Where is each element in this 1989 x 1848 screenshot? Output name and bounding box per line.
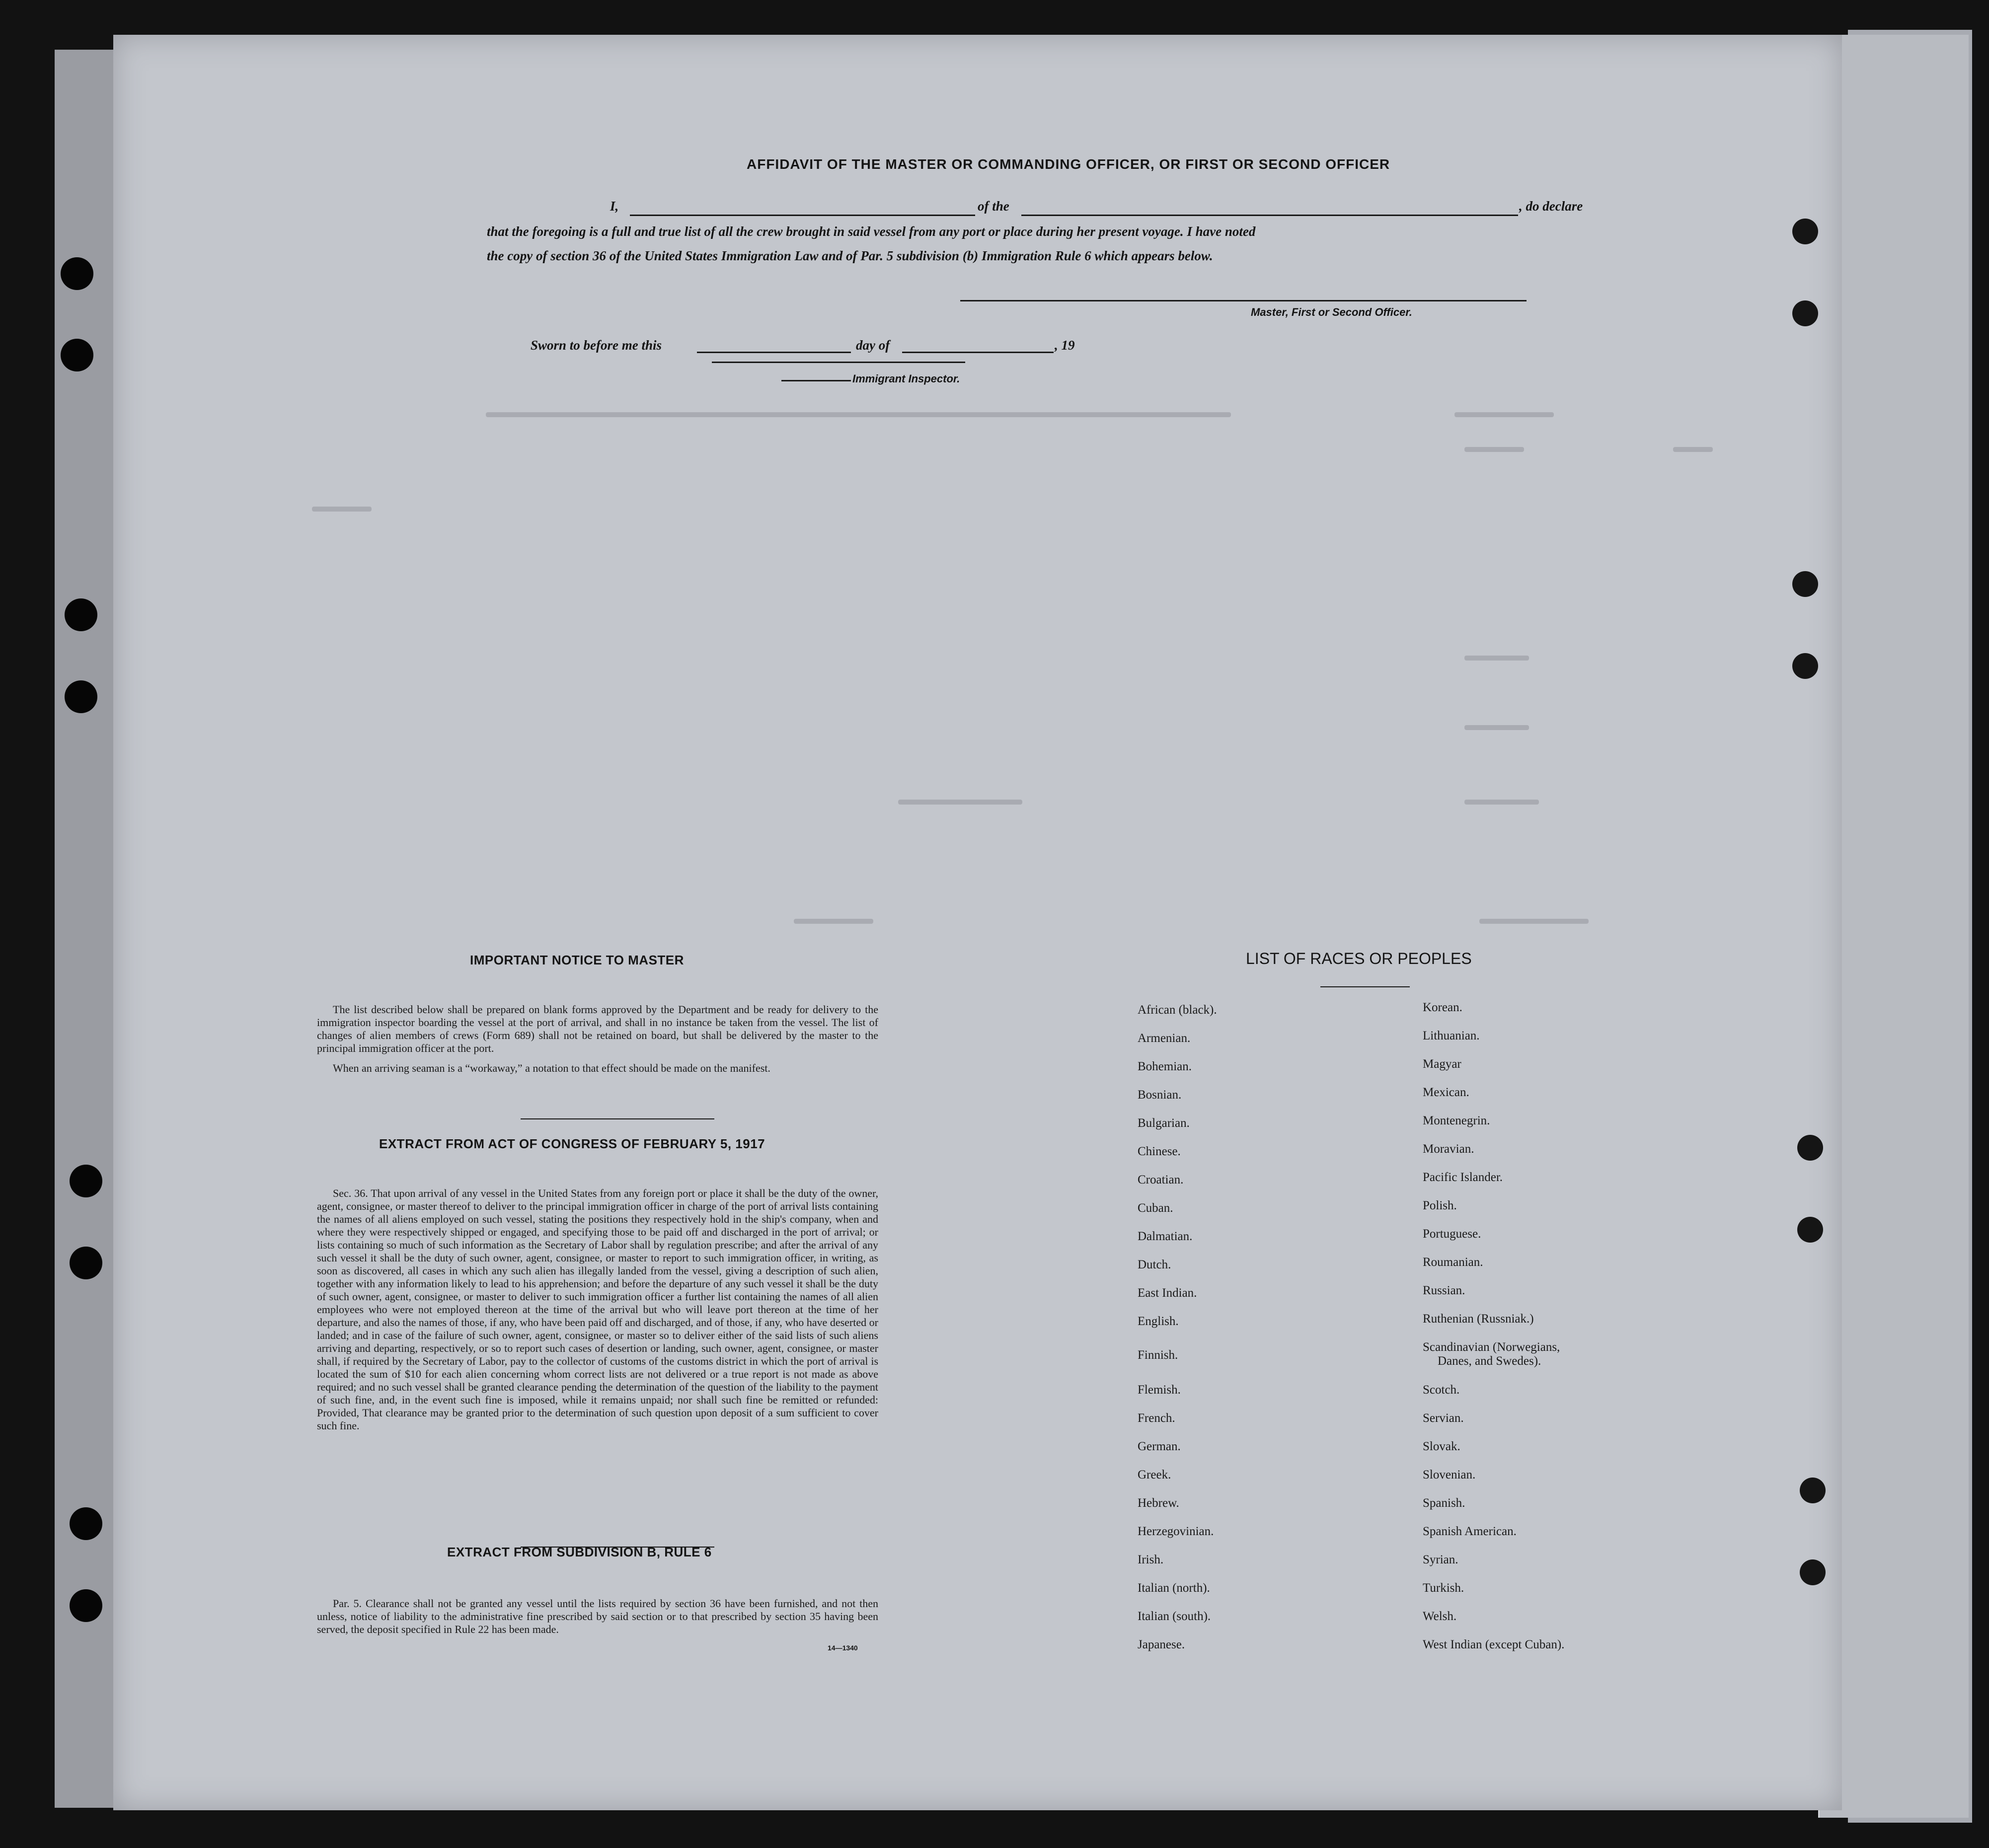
punch-hole — [1797, 1217, 1823, 1243]
race-item: West Indian (except Cuban). — [1423, 1638, 1565, 1651]
affidavit-i-label: I, — [610, 199, 619, 214]
race-item: French. — [1138, 1411, 1175, 1425]
vessel-blank-line — [1021, 215, 1518, 216]
affidavit-of-the-label: of the — [978, 199, 1009, 214]
race-item: Flemish. — [1138, 1383, 1181, 1397]
race-item: Chinese. — [1138, 1145, 1181, 1158]
notice-paragraph-2: When an arriving seaman is a “workaway,” a notation to that effect should be made on the manifest. — [333, 1062, 770, 1074]
notice-body — [317, 1003, 878, 1082]
race-item: Hebrew. — [1138, 1496, 1179, 1510]
race-item: Turkish. — [1423, 1581, 1464, 1595]
race-item: Italian (north). — [1138, 1581, 1210, 1595]
race-item: Scotch. — [1423, 1383, 1460, 1397]
race-item: Moravian. — [1423, 1142, 1474, 1156]
race-item: East Indian. — [1138, 1286, 1197, 1300]
race-item: Welsh. — [1423, 1610, 1457, 1623]
race-item: German. — [1138, 1440, 1181, 1453]
notice-divider — [521, 1118, 714, 1119]
sworn-month-line — [902, 352, 1054, 353]
document-page — [113, 35, 1842, 1810]
left-page-edge — [55, 50, 114, 1808]
race-item: Armenian. — [1138, 1032, 1191, 1045]
act-section-36-text: Sec. 36. That upon arrival of any vessel in the United States from any foreign port or place it shall be the duty of the owner, agent, consignee, or master thereof to deliver to the principal immigration officer in charge of the port of arrival lists containing the names of all aliens employed on such vessel, stating the positions they respectively hold in the ship's company, when and where they were respectively shipped or engaged, and specifying those to be paid off and discharged in the port of arrival; or lists containing so much of such information as the Secretary of Labor shall by regulation prescribe; and after the arrival of any such vessel it shall be the duty of such owner, agent, consignee, or master to report to such immigration officer, in writing, as soon as discovered, all cases in which any such alien has illegally landed from the vessel, giving a description of such alien, together with any information likely to lead to his apprehension; and before the departure of any such vessel it shall be the duty of such owner, agent, consignee, or master to deliver to such immigration officer a further list containing the names of all alien employees who were not employed thereon at the time of the arrival but who will leave port thereon at the time of her departure, and also the names of those, if any, who have been paid off and discharged, and of those, if any, who have deserted or landed; and in case of the failure of such owner, agent, consignee, or master so to deliver either of the said lists of such aliens arriving and departing, respectively, or so to report such cases of desertion or landing, such owner, agent, consignee, or master shall, if required by the Secretary of Labor, pay to the collector of customs of the customs district in which the port of arrival is located the sum of $10 for each alien concerning whom correct lists are not delivered or a true report is not made as above required; and no such vessel shall be granted clearance pending the determination of the question of the liability to the payment of such fine, and, in the event such fine is imposed, while it remains unpaid; nor shall such fine be remitted or refunded: Provided, That clearance may be granted prior to the determination of such question upon deposit of a sum sufficient to cover such fine. — [317, 1187, 878, 1432]
rule-body — [317, 1597, 878, 1643]
punch-hole — [1800, 1478, 1826, 1503]
sworn-day-line — [697, 352, 851, 353]
race-item: Korean. — [1423, 1001, 1462, 1014]
race-item-continuation: Danes, and Swedes). — [1438, 1354, 1541, 1368]
punch-hole — [70, 1165, 102, 1197]
affidavit-line-3: the copy of section 36 of the United States Immigration Law and of Par. 5 subdivision (b) Immigration Rule 6 which appears below. — [487, 248, 1213, 263]
punch-hole — [70, 1507, 102, 1540]
sworn-year: , 19 — [1055, 338, 1075, 353]
affidavit-do-declare: , do declare — [1519, 199, 1583, 214]
race-item: Herzegovinian. — [1138, 1525, 1214, 1538]
punch-hole — [1800, 1559, 1826, 1585]
race-item: Slovenian. — [1423, 1468, 1476, 1481]
form-number: 14—1340 — [828, 1644, 858, 1652]
signature-line — [960, 300, 1527, 301]
punch-hole — [61, 257, 93, 290]
race-item: Dalmatian. — [1138, 1230, 1193, 1243]
races-heading: LIST OF RACES OR PEOPLES — [1246, 950, 1472, 967]
race-item: Dutch. — [1138, 1258, 1171, 1271]
race-item: Servian. — [1423, 1411, 1464, 1425]
inspector-line-short — [781, 380, 851, 381]
race-item: Slovak. — [1423, 1440, 1460, 1453]
punch-hole — [61, 339, 93, 371]
race-item: Scandinavian (Norwegians, — [1423, 1340, 1560, 1354]
race-item: Japanese. — [1138, 1638, 1185, 1651]
race-item: Pacific Islander. — [1423, 1171, 1503, 1184]
punch-hole — [1792, 571, 1818, 597]
affidavit-title: AFFIDAVIT OF THE MASTER OR COMMANDING OFFICER, OR FIRST OR SECOND OFFICER — [747, 156, 1390, 172]
race-item: Spanish. — [1423, 1496, 1465, 1510]
race-item: Greek. — [1138, 1468, 1171, 1481]
sworn-day-of: day of — [856, 338, 890, 353]
race-item: Russian. — [1423, 1284, 1465, 1297]
race-item: Italian (south). — [1138, 1610, 1211, 1623]
punch-hole — [70, 1589, 102, 1622]
race-item: Portuguese. — [1423, 1227, 1481, 1241]
race-item: Mexican. — [1423, 1086, 1469, 1099]
race-item: Spanish American. — [1423, 1525, 1517, 1538]
punch-hole — [1792, 300, 1818, 326]
sworn-prefix: Sworn to before me this — [531, 338, 662, 353]
notice-paragraph-1: The list described below shall be prepared on blank forms approved by the Department and be ready for delivery to the immigration inspector boarding the vessel at the port of arrival, and shall in no instance be taken from the vessel. The list of changes of alien members of crews (Form 689) shall not be retained on board, but shall be delivered by the master to the principal immigration officer at the port. — [317, 1003, 878, 1054]
race-item: Croatian. — [1138, 1173, 1184, 1186]
notice-heading: IMPORTANT NOTICE TO MASTER — [470, 953, 684, 967]
name-blank-line — [630, 215, 975, 216]
race-item: Cuban. — [1138, 1201, 1173, 1215]
race-item: Syrian. — [1423, 1553, 1458, 1566]
inspector-caption: Immigrant Inspector. — [852, 372, 960, 385]
race-item: Bohemian. — [1138, 1060, 1192, 1073]
race-item: Polish. — [1423, 1199, 1457, 1212]
race-item: Lithuanian. — [1423, 1029, 1480, 1042]
punch-hole — [1792, 219, 1818, 244]
race-item: Montenegrin. — [1423, 1114, 1490, 1127]
act-heading: EXTRACT FROM ACT OF CONGRESS OF FEBRUARY 5, 1917 — [379, 1136, 765, 1151]
race-item: Magyar — [1423, 1057, 1461, 1071]
punch-hole — [65, 680, 97, 713]
race-item: African (black). — [1138, 1003, 1217, 1017]
race-item: English. — [1138, 1315, 1179, 1328]
races-divider — [1320, 986, 1410, 987]
inspector-line-top — [712, 362, 965, 363]
rule-heading: EXTRACT FROM SUBDIVISION B, RULE 6 — [447, 1545, 712, 1559]
signature-caption: Master, First or Second Officer. — [1251, 306, 1412, 318]
race-item: Irish. — [1138, 1553, 1164, 1566]
punch-hole — [1797, 1135, 1823, 1161]
punch-hole — [70, 1247, 102, 1279]
punch-hole — [1792, 653, 1818, 679]
race-item: Finnish. — [1138, 1348, 1178, 1362]
punch-hole — [65, 598, 97, 631]
affidavit-line-2: that the foregoing is a full and true list of all the crew brought in said vessel from any port or place during her present voyage. I have noted — [487, 224, 1256, 239]
race-item: Ruthenian (Russniak.) — [1423, 1312, 1534, 1326]
race-item: Bosnian. — [1138, 1088, 1182, 1102]
rule-par-5-text: Par. 5. Clearance shall not be granted any vessel until the lists required by section 36 have been furnished, and not then unless, notice of liability to the administrative fine prescribed by said section or to that prescribed by section 35 having been served, the deposit specified in Rule 22 has been made. — [317, 1597, 878, 1635]
race-item: Bulgarian. — [1138, 1116, 1190, 1130]
race-item: Roumanian. — [1423, 1256, 1483, 1269]
act-body — [317, 1187, 878, 1439]
